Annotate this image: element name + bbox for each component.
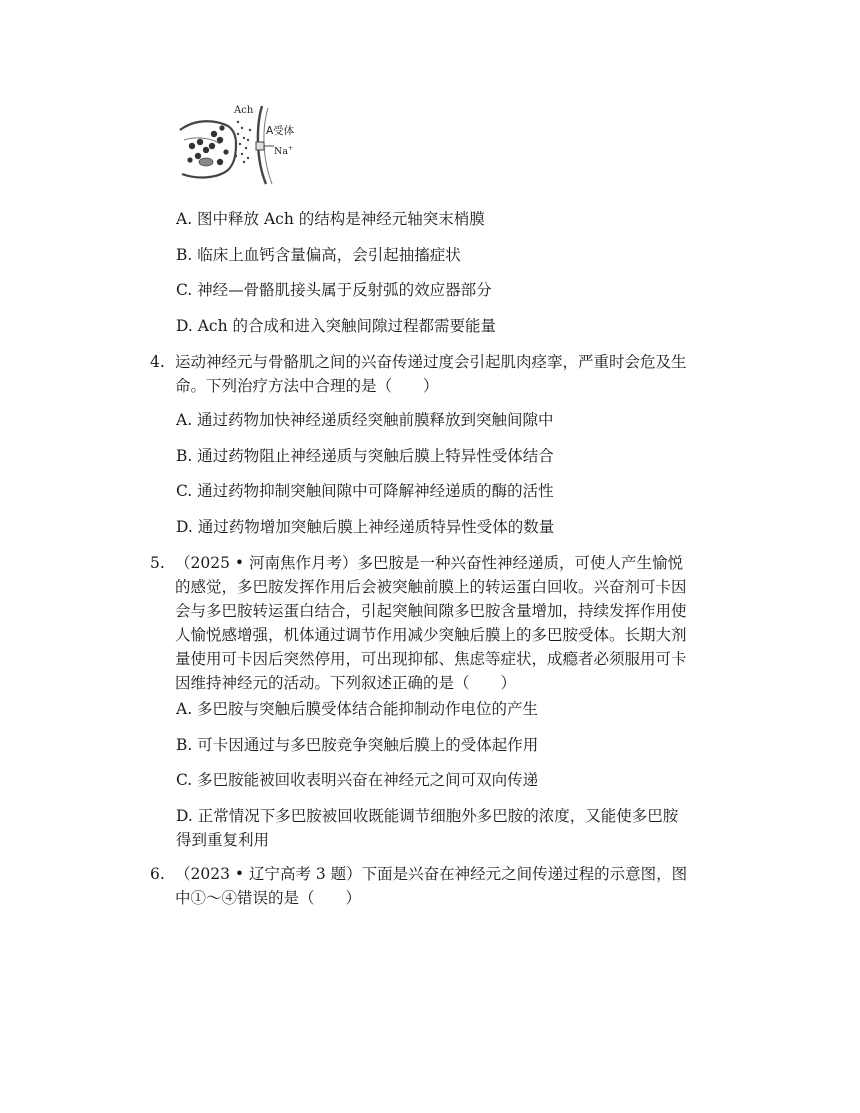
question-stem: （2023 • 辽宁高考 3 题）下面是兴奋在神经元之间传递过程的示意图，图 中①～④错误的是（ ） xyxy=(175,865,688,907)
a-receptor xyxy=(256,142,264,150)
question-6 xyxy=(150,862,750,910)
question-stem: 运动神经元与骨骼肌之间的兴奋传递过度会引起肌肉痉挛，严重时会危及生 命。下列治疗方法中合理的是（ ） xyxy=(175,353,687,395)
question-4 xyxy=(150,350,750,398)
q4-option-c: C. 通过药物抑制突触间隙中可降解神经递质的酶的活性 xyxy=(176,482,554,500)
q3-option-a: A. 图中释放 Ach 的结构是神经元轴突末梢膜 xyxy=(176,210,485,228)
receptor-label: A受体 xyxy=(266,125,295,137)
na-label: Na+ xyxy=(274,145,294,157)
q5-option-d: D. 正常情况下多巴胺被回收既能调节细胞外多巴胺的浓度，又能使多巴胺 得到重复利用 xyxy=(176,807,679,849)
question-number: 5. xyxy=(150,554,165,572)
question-number: 6. xyxy=(150,865,165,883)
q5-option-b: B. 可卡因通过与多巴胺竞争突触后膜上的受体起作用 xyxy=(176,736,539,754)
q3-option-d: D. Ach 的合成和进入突触间隙过程都需要能量 xyxy=(176,317,497,335)
synapse-figure xyxy=(176,100,302,188)
q5-option-a: A. 多巴胺与突触后膜受体结合能抑制动作电位的产生 xyxy=(176,700,539,718)
q4-option-d: D. 通过药物增加突触后膜上神经递质特异性受体的数量 xyxy=(176,518,555,536)
mitochondrion xyxy=(199,158,213,166)
question-5 xyxy=(150,551,750,695)
ach-label: Ach xyxy=(234,105,254,116)
question-number: 4. xyxy=(150,353,165,371)
q4-option-a: A. 通过药物加快神经递质经突触前膜释放到突触间隙中 xyxy=(176,411,554,429)
q3-option-b: B. 临床上血钙含量偏高，会引起抽搐症状 xyxy=(176,246,461,264)
question-stem: （2025 • 河南焦作月考）多巴胺是一种兴奋性神经递质，可使人产生愉悦 的感觉，多巴胺发挥作用后会被突触前膜上的转运蛋白回收。兴奋剂可卡因 会与多巴胺转运蛋白结合，引起突触间隙多巴胺含量增加，持续发挥作用使 人愉悦感增强，机体通过调节作用减少突触后膜上的多巴胺受体。长期大剂 量使用可卡因后突然停用，可出现抑郁、焦虑等症状，成瘾者必须服用可卡 因维持神经元的活动。下列叙述正确的是（ ） xyxy=(175,554,687,692)
ach-molecules xyxy=(235,121,251,163)
q5-option-c: C. 多巴胺能被回收表明兴奋在神经元之间可双向传递 xyxy=(176,771,539,789)
q4-option-b: B. 通过药物阻止神经递质与突触后膜上特异性受体结合 xyxy=(176,447,554,465)
q3-option-c: C. 神经—骨骼肌接头属于反射弧的效应器部分 xyxy=(176,281,492,299)
